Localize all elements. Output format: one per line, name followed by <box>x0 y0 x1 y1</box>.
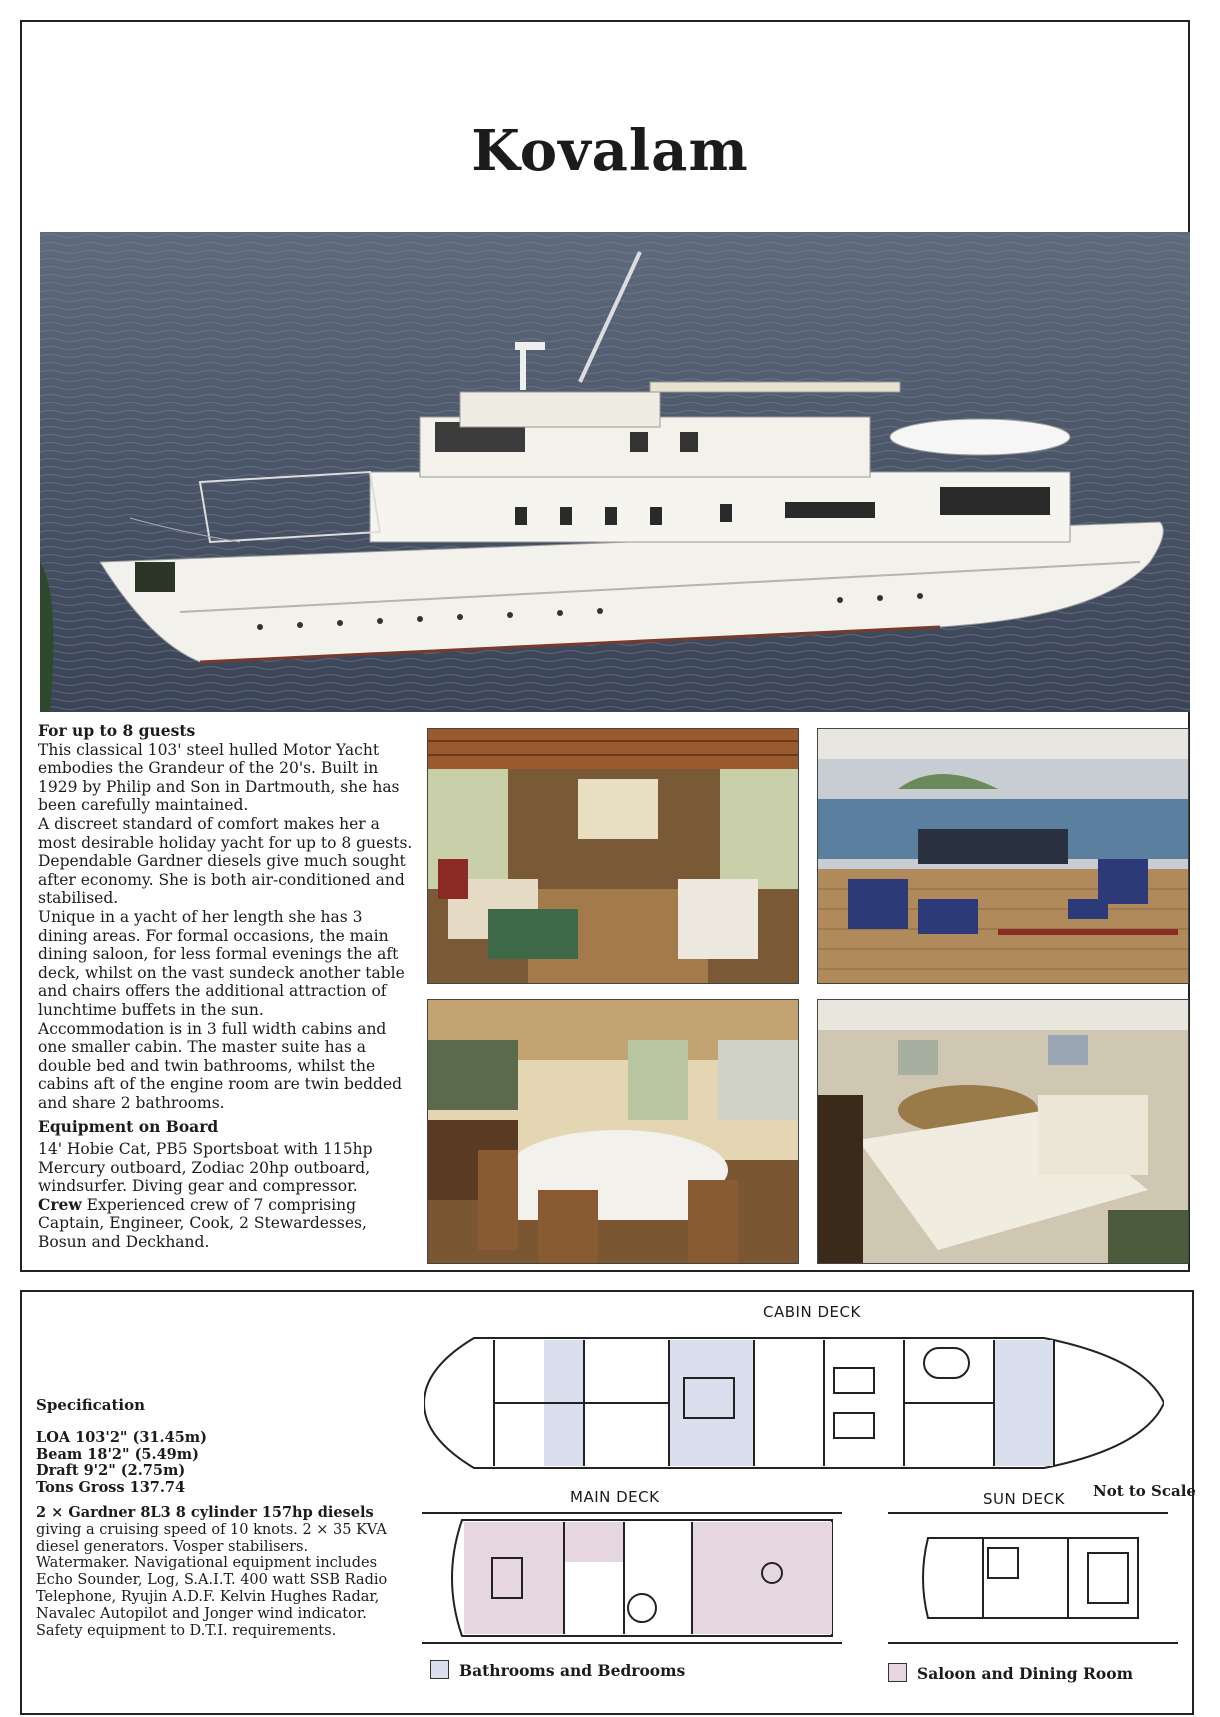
page-title: Kovalam <box>471 118 749 184</box>
bedrooms-swatch <box>430 1660 449 1679</box>
description-paragraph: Unique in a yacht of her length she has 3 dining areas. For formal occasions, the main dining saloon, for less formal evenings the aft deck, whilst on the vast sundeck another table and chairs offers the additional attraction of lunchtime buffets in the sun. <box>38 907 405 1019</box>
cabin-deck-label: CABIN DECK <box>763 1303 861 1321</box>
description-paragraph: Accommodation is in 3 full width cabins and one smaller cabin. The master suite has a double bed and twin bathrooms, whilst the cabins aft of the engine room are twin bedded and share 2 bathrooms. <box>38 1019 403 1112</box>
main-deck-plan <box>422 1508 842 1648</box>
description-column <box>38 722 414 1252</box>
engines-label: 2 × Gardner 8L3 8 cylinder 157hp diesels <box>36 1503 374 1521</box>
spec-dimension: LOA 103'2" (31.45m) <box>36 1428 207 1446</box>
aft-deck-photo <box>817 728 1189 984</box>
spec-dimension: Beam 18'2" (5.49m) <box>36 1445 199 1463</box>
description-paragraph: This classical 103' steel hulled Motor Yacht embodies the Grandeur of the 20's. Built in 1929 by Philip and Son in Dartmouth, she has been carefully maintained. <box>38 740 400 815</box>
crew-text: Experienced crew of 7 comprising Captain, Engineer, Cook, 2 Stewardesses, Bosun and Deckhand. <box>38 1195 367 1252</box>
sun-deck-label: SUN DECK <box>983 1490 1065 1508</box>
legend-saloon <box>888 1663 1133 1683</box>
guests-heading: For up to 8 guests <box>38 721 196 740</box>
equipment-heading: Equipment on Board <box>38 1117 219 1137</box>
main-deck-label: MAIN DECK <box>570 1488 660 1506</box>
saloon-photo <box>427 728 799 984</box>
yacht-photo <box>40 232 1190 712</box>
specification-heading: Specification <box>36 1396 145 1414</box>
cabin-deck-plan <box>424 1328 1164 1478</box>
master-cabin-photo <box>817 999 1189 1264</box>
legend-bedrooms <box>430 1660 685 1680</box>
equipment-text: 14' Hobie Cat, PB5 Sportsboat with 115hp Mercury outboard, Zodiac 20hp outboard, windsurfer. Diving gear and compressor. <box>38 1140 373 1196</box>
spec-dimension: Tons Gross 137.74 <box>36 1479 186 1497</box>
sun-deck-plan <box>888 1508 1178 1648</box>
legend-saloon-label: Saloon and Dining Room <box>917 1664 1133 1683</box>
saloon-swatch <box>888 1663 907 1682</box>
scale-note: Not to Scale <box>1093 1482 1196 1500</box>
engines-text: giving a cruising speed of 10 knots. 2 × 35 KVA diesel generators. Vosper stabilisers. Watermaker. Navigational equipment includes Echo Sounder, Log, S.A.I.T. 400 watt SSB Radio Telephone, Ryujin A.D.F. Kelvin Hughes Radar, Navalec Autopilot and Jonger wind indicator. Safety equipment to D.T.I. requirements. <box>36 1521 388 1639</box>
description-paragraph: A discreet standard of comfort makes her a most desirable holiday yacht for up to 8 guests. Dependable Gardner diesels give much sought after economy. She is both air-conditioned and stabilised. <box>38 814 413 908</box>
legend-bedrooms-label: Bathrooms and Bedrooms <box>459 1661 686 1680</box>
dining-room-photo <box>427 999 799 1264</box>
spec-dimension: Draft 9'2" (2.75m) <box>36 1462 186 1480</box>
crew-label: Crew <box>38 1194 82 1214</box>
specification-block <box>36 1397 406 1639</box>
